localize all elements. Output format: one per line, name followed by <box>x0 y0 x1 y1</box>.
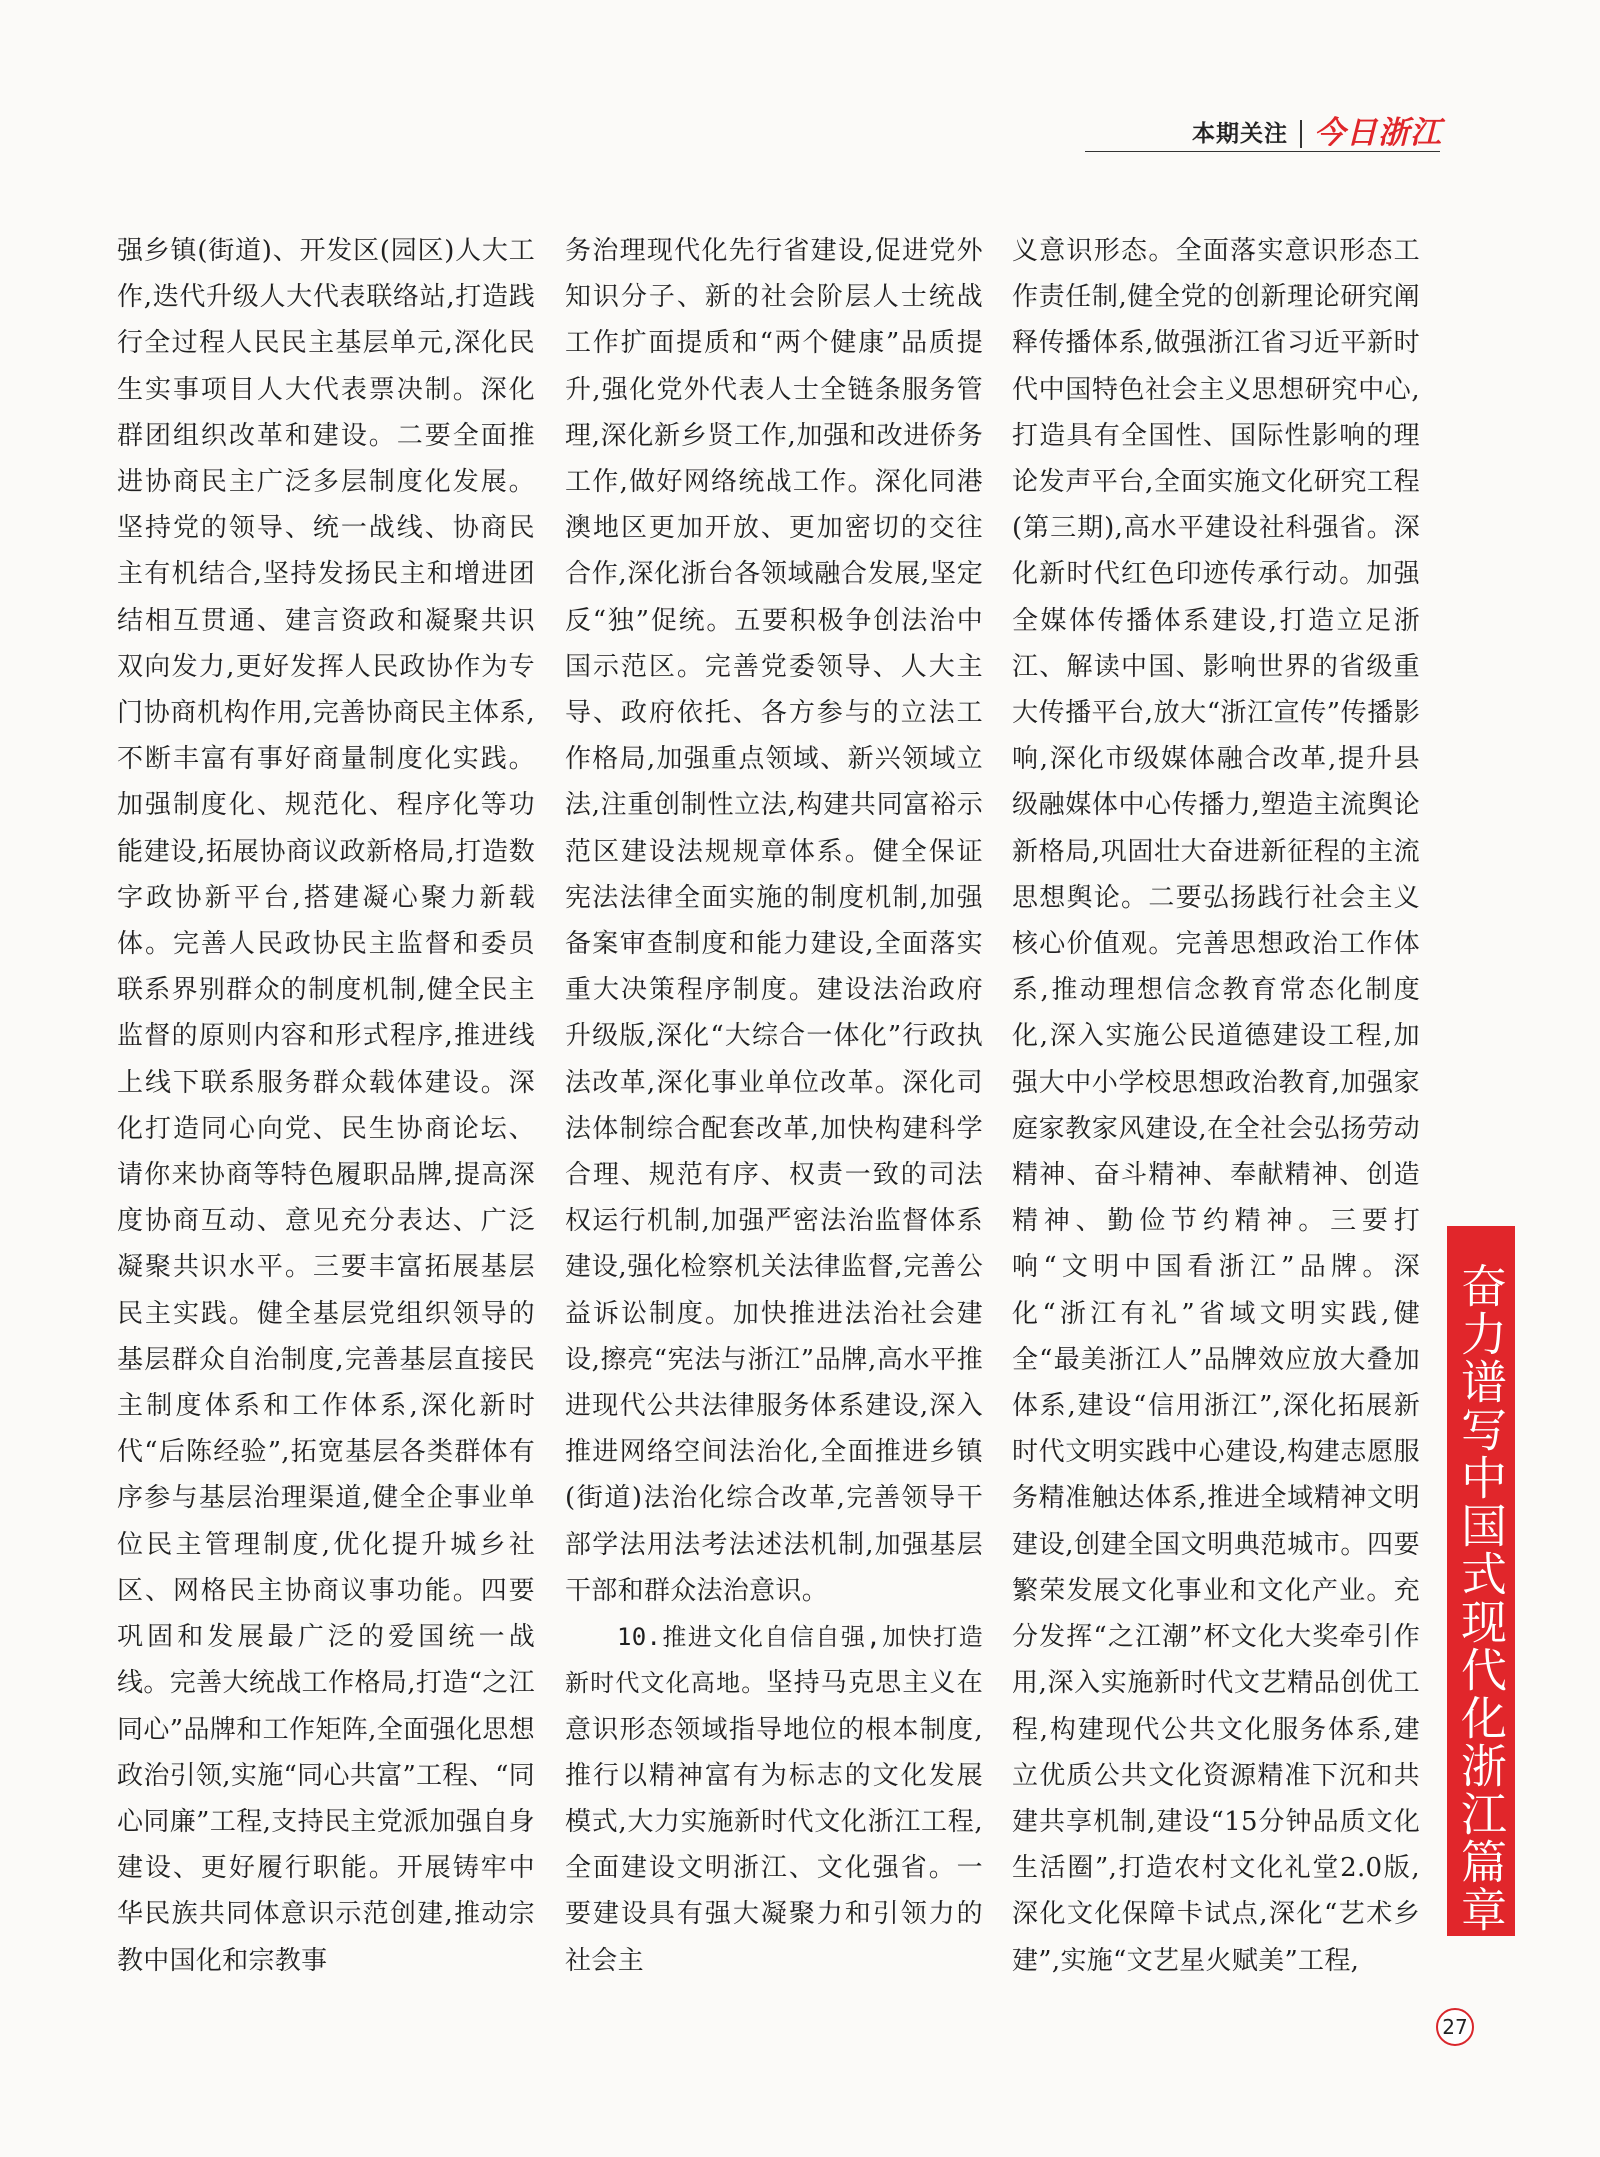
side-banner-text: 奋力谱写中国式现代化浙江篇章 <box>1454 1262 1508 1934</box>
text-column-2 <box>565 228 983 1984</box>
header-rule <box>1085 151 1440 152</box>
page-header <box>1192 115 1442 151</box>
column-2-paragraph-2 <box>565 1614 983 1984</box>
column-2-paragraph-2-body: 坚持马克思主义在意识形态领域指导地位的根本制度,推行以精神富有为标志的文化发展模式,大力实施新时代文化浙江工程,全面建设文明浙江、文化强省。一要建设具有强大凝聚力和引领力的社会主 <box>565 1668 983 1976</box>
text-column-3 <box>1012 228 1420 1984</box>
text-column-1 <box>117 228 535 1984</box>
column-label: 本期关注 <box>1192 120 1302 148</box>
section-subhead: 10.推进文化自信自强,加快打造新时代文化高地。 <box>565 1623 983 1698</box>
side-banner <box>1447 1226 1515 1936</box>
page-number: 27 <box>1436 2008 1474 2046</box>
magazine-logo: 今日浙江 <box>1314 115 1442 151</box>
column-1-paragraph: 强乡镇(街道)、开发区(园区)人大工作,迭代升级人大代表联络站,打造践行全过程人民民主基层单元,深化民生实事项目人大代表票决制。深化群团组织改革和建设。二要全面推进协商民主广泛多层制度化发展。坚持党的领导、统一战线、协商民主有机结合,坚持发扬民主和增进团结相互贯通、建言资政和凝聚共识双向发力,更好发挥人民政协作为专门协商机构作用,完善协商民主体系,不断丰富有事好商量制度化实践。加强制度化、规范化、程序化等功能建设,拓展协商议政新格局,打造数字政协新平台,搭建凝心聚力新载体。完善人民政协民主监督和委员联系界别群众的制度机制,健全民主监督的原则内容和形式程序,推进线上线下联系服务群众载体建设。深化打造同心向党、民生协商论坛、请你来协商等特色履职品牌,提高深度协商互动、意见充分表达、广泛凝聚共识水平。三要丰富拓展基层民主实践。健全基层党组织领导的基层群众自治制度,完善基层直接民主制度体系和工作体系,深化新时代“后陈经验”,拓宽基层各类群体有序参与基层治理渠道,健全企事业单位民主管理制度,优化提升城乡社区、网格民主协商议事功能。四要巩固和发展最广泛的爱国统一战线。完善大统战工作格局,打造“之江同心”品牌和工作矩阵,全面强化思想政治引领,实施“同心共富”工程、“同心同廉”工程,支持民主党派加强自身建设、更好履行职能。开展铸牢中华民族共同体意识示范创建,推动宗教中国化和宗教事 <box>117 236 535 1976</box>
column-3-paragraph: 义意识形态。全面落实意识形态工作责任制,健全党的创新理论研究阐释传播体系,做强浙江省习近平新时代中国特色社会主义思想研究中心,打造具有全国性、国际性影响的理论发声平台,全面实施文化研究工程(第三期),高水平建设社科强省。深化新时代红色印迹传承行动。加强全媒体传播体系建设,打造立足浙江、解读中国、影响世界的省级重大传播平台,放大“浙江宣传”传播影响,深化市级媒体融合改革,提升县级融媒体中心传播力,塑造主流舆论新格局,巩固壮大奋进新征程的主流思想舆论。二要弘扬践行社会主义核心价值观。完善思想政治工作体系,推动理想信念教育常态化制度化,深入实施公民道德建设工程,加强大中小学校思想政治教育,加强家庭家教家风建设,在全社会弘扬劳动精神、奋斗精神、奉献精神、创造精神、勤俭节约精神。三要打响“文明中国看浙江”品牌。深化“浙江有礼”省域文明实践,健全“最美浙江人”品牌效应放大叠加体系,建设“信用浙江”,深化拓展新时代文明实践中心建设,构建志愿服务精准触达体系,推进全域精神文明建设,创建全国文明典范城市。四要繁荣发展文化事业和文化产业。充分发挥“之江潮”杯文化大奖牵引作用,深入实施新时代文艺精品创优工程,构建现代公共文化服务体系,建立优质公共文化资源精准下沉和共建共享机制,建设“15分钟品质文化生活圈”,打造农村文化礼堂2.0版,深化文化保障卡试点,深化“艺术乡建”,实施“文艺星火赋美”工程, <box>1012 236 1420 1976</box>
column-2-paragraph-1: 务治理现代化先行省建设,促进党外知识分子、新的社会阶层人士统战工作扩面提质和“两个健康”品质提升,强化党外代表人士全链条服务管理,深化新乡贤工作,加强和改进侨务工作,做好网络统战工作。深化同港澳地区更加开放、更加密切的交往合作,深化浙台各领域融合发展,坚定反“独”促统。五要积极争创法治中国示范区。完善党委领导、人大主导、政府依托、各方参与的立法工作格局,加强重点领域、新兴领域立法,注重创制性立法,构建共同富裕示范区建设法规规章体系。健全保证宪法法律全面实施的制度机制,加强备案审查制度和能力建设,全面落实重大决策程序制度。建设法治政府升级版,深化“大综合一体化”行政执法改革,深化事业单位改革。深化司法体制综合配套改革,加快构建科学合理、规范有序、权责一致的司法权运行机制,加强严密法治监督体系建设,强化检察机关法律监督,完善公益诉讼制度。加快推进法治社会建设,擦亮“宪法与浙江”品牌,高水平推进现代公共法律服务体系建设,深入推进网络空间法治化,全面推进乡镇(街道)法治化综合改革,完善领导干部学法用法考法述法机制,加强基层干部和群众法治意识。 <box>565 236 983 1606</box>
